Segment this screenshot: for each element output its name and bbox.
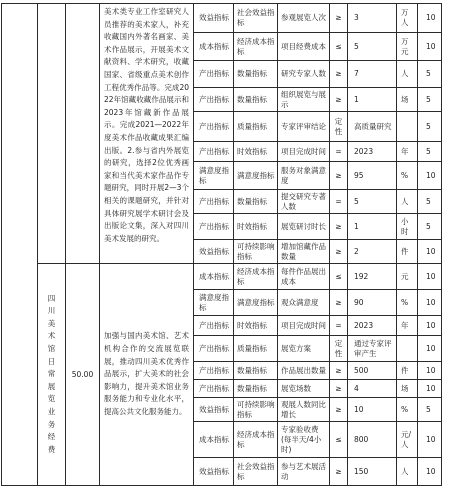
level1-indicator: 成本指标 — [194, 264, 234, 290]
indicator-nature: 定性 — [330, 112, 348, 142]
level1-indicator: 满意度指标 — [194, 162, 234, 190]
indicator-nature: ≥ — [330, 240, 348, 264]
indicator-value: 5 — [348, 33, 397, 61]
indicator-value: 3 — [348, 4, 397, 33]
indicator-weight: 5 — [418, 112, 442, 142]
level2-indicator: 社会效益指标 — [234, 4, 278, 33]
performance-indicator-table — [1, 3, 442, 486]
level2-indicator: 经济成本指标 — [234, 33, 278, 61]
level3-indicator: 研究专家人数 — [278, 61, 330, 88]
indicator-weight: 5 — [418, 190, 442, 214]
indicator-weight: 5 — [418, 214, 442, 240]
level3-indicator: 观展人数同比增长 — [278, 398, 330, 422]
level1-indicator: 产出指标 — [194, 142, 234, 162]
description-text: 美术类专业工作室研究人员推荐的美术家人，补充收藏国内外著名画家、美术作品展示，开展美术文献资料、学术研究，收藏国家、省级重点美术创作工程优秀作品等。完成2022年馆藏收藏作品展示和2023年馆藏新作品展示。完成2021—2022年度美术作品收藏成果汇编出版。2.参与省内外展览的研究，选择2位优秀画家和当代美术家作品作专题研究，同时开展2—3个相关的课题研究，并针对具体研究展学术研讨会及出版论文集，深入对四川美术发展的研究。 — [104, 7, 189, 243]
level2-indicator: 时效指标 — [234, 214, 278, 240]
measurement-unit: % — [397, 290, 418, 316]
level2-indicator: 时效指标 — [234, 142, 278, 162]
description-cell — [100, 4, 194, 264]
indicator-weight: 5 — [418, 61, 442, 88]
project-name-cell — [38, 264, 66, 486]
description-cell — [100, 264, 194, 486]
measurement-unit: 场 — [397, 380, 418, 398]
indicator-nature: ≥ — [330, 214, 348, 240]
indicator-nature: ≤ — [330, 264, 348, 290]
indicator-nature: ≥ — [330, 290, 348, 316]
level2-indicator: 质量指标 — [234, 336, 278, 362]
indicator-nature: = — [330, 316, 348, 336]
indicator-weight: 10 — [418, 380, 442, 398]
indicator-nature: ≥ — [330, 398, 348, 422]
level3-indicator: 增加馆藏作品数量 — [278, 240, 330, 264]
level1-indicator: 成本指标 — [194, 33, 234, 61]
measurement-unit: 件 — [397, 240, 418, 264]
blank-column-cell — [2, 4, 38, 486]
indicator-weight: 10 — [418, 422, 442, 458]
indicator-value: 5 — [348, 190, 397, 214]
indicator-value: 2023 — [348, 142, 397, 162]
indicator-nature: ≤ — [330, 422, 348, 458]
description-text: 加强与国内美术馆、艺术机构合作的交流展览联展，推动四川美术优秀作品展示，扩大美术的社会影响力，提升美术馆业务服务能力和专业化水平，提高公共文化服务能力。 — [104, 331, 189, 416]
level1-indicator: 效益指标 — [194, 4, 234, 33]
measurement-unit: 人 — [397, 61, 418, 88]
table-row — [2, 264, 442, 290]
level2-indicator: 可持续影响指标 — [234, 240, 278, 264]
measurement-unit: 元/人 — [397, 422, 418, 458]
indicator-nature: ≥ — [330, 61, 348, 88]
indicator-value: 7 — [348, 61, 397, 88]
level3-indicator: 专家验收费(每半天/4小时) — [278, 422, 330, 458]
indicator-weight: 5 — [418, 398, 442, 422]
indicator-nature: = — [330, 190, 348, 214]
indicator-weight: 10 — [418, 362, 442, 380]
project-name: 四川美术馆日常展览业务经费 — [47, 293, 56, 454]
level3-indicator: 参观展览人次 — [278, 4, 330, 33]
measurement-unit: 年 — [397, 316, 418, 336]
level2-indicator: 数量指标 — [234, 362, 278, 380]
indicator-value: 90 — [348, 290, 397, 316]
level2-indicator: 质量指标 — [234, 112, 278, 142]
measurement-unit: 万元 — [397, 33, 418, 61]
level1-indicator: 产出指标 — [194, 88, 234, 112]
level3-indicator: 项目完成时间 — [278, 142, 330, 162]
level1-indicator: 产出指标 — [194, 362, 234, 380]
indicator-weight: 10 — [418, 162, 442, 190]
indicator-weight: 10 — [418, 33, 442, 61]
indicator-weight: 10 — [418, 316, 442, 336]
indicator-value: 2 — [348, 240, 397, 264]
level2-indicator: 经济成本指标 — [234, 422, 278, 458]
measurement-unit — [397, 112, 418, 142]
level3-indicator: 服务对象满意度 — [278, 162, 330, 190]
indicator-nature: ≥ — [330, 4, 348, 33]
indicator-nature: ≤ — [330, 33, 348, 61]
table-row — [2, 4, 442, 33]
measurement-unit: 万人 — [397, 4, 418, 33]
level3-indicator: 展览研讨时长 — [278, 214, 330, 240]
level3-indicator: 展览方案 — [278, 336, 330, 362]
indicator-value: 500 — [348, 362, 397, 380]
indicator-weight: 10 — [418, 240, 442, 264]
indicator-value: 4 — [348, 380, 397, 398]
level3-indicator: 组织展览与展示 — [278, 88, 330, 112]
indicator-value: 1 — [348, 214, 397, 240]
level2-indicator: 数量指标 — [234, 88, 278, 112]
level2-indicator: 满意度指标 — [234, 162, 278, 190]
level1-indicator: 成本指标 — [194, 422, 234, 458]
measurement-unit: 件 — [397, 362, 418, 380]
level1-indicator: 产出指标 — [194, 214, 234, 240]
level3-indicator: 每件作品展出成本 — [278, 264, 330, 290]
table-body — [2, 4, 442, 486]
indicator-value: 192 — [348, 264, 397, 290]
indicator-value: 10 — [348, 398, 397, 422]
level2-indicator: 社会效益指标 — [234, 458, 278, 486]
level1-indicator: 效益指标 — [194, 458, 234, 486]
level3-indicator: 展览场数 — [278, 380, 330, 398]
level1-indicator: 产出指标 — [194, 336, 234, 362]
indicator-weight: 10 — [418, 458, 442, 486]
indicator-weight: 5 — [418, 88, 442, 112]
measurement-unit: 场 — [397, 88, 418, 112]
indicator-value: 1 — [348, 88, 397, 112]
level3-indicator: 项目完成时间 — [278, 316, 330, 336]
indicator-value: 通过专家评审产生 — [348, 336, 397, 362]
level1-indicator: 产出指标 — [194, 380, 234, 398]
level2-indicator: 时效指标 — [234, 316, 278, 336]
level2-indicator: 数量指标 — [234, 380, 278, 398]
indicator-value: 2023 — [348, 316, 397, 336]
level2-indicator: 数量指标 — [234, 61, 278, 88]
level3-indicator: 参与艺术展活动 — [278, 458, 330, 486]
measurement-unit: 小时 — [397, 214, 418, 240]
measurement-unit: 人 — [397, 458, 418, 486]
indicator-weight: 5 — [418, 142, 442, 162]
measurement-unit — [397, 336, 418, 362]
indicator-nature: ≥ — [330, 362, 348, 380]
level2-indicator: 可持续影响指标 — [234, 398, 278, 422]
level3-indicator: 项目经费成本 — [278, 33, 330, 61]
indicator-value: 高质量研究 — [348, 112, 397, 142]
level1-indicator: 效益指标 — [194, 240, 234, 264]
level2-indicator: 数量指标 — [234, 190, 278, 214]
level1-indicator: 产出指标 — [194, 316, 234, 336]
level2-indicator: 满意度指标 — [234, 290, 278, 316]
level1-indicator: 效益指标 — [194, 398, 234, 422]
indicator-nature: ≥ — [330, 88, 348, 112]
level1-indicator: 产出指标 — [194, 61, 234, 88]
level1-indicator: 产出指标 — [194, 190, 234, 214]
level1-indicator: 满意度指标 — [194, 290, 234, 316]
indicator-weight: 10 — [418, 290, 442, 316]
indicator-nature: 定性 — [330, 336, 348, 362]
indicator-value: 150 — [348, 458, 397, 486]
indicator-nature: ≥ — [330, 380, 348, 398]
indicator-nature: ≥ — [330, 458, 348, 486]
measurement-unit: 年 — [397, 142, 418, 162]
indicator-nature: ≥ — [330, 162, 348, 190]
measurement-unit: % — [397, 162, 418, 190]
level2-indicator: 经济成本指标 — [234, 264, 278, 290]
indicator-weight: 10 — [418, 336, 442, 362]
level3-indicator: 作品展出数量 — [278, 362, 330, 380]
measurement-unit: 人 — [397, 190, 418, 214]
amount-cell — [66, 4, 100, 264]
indicator-value: 95 — [348, 162, 397, 190]
amount-cell: 50.00 — [66, 264, 100, 486]
level3-indicator: 提交研究专著人数 — [278, 190, 330, 214]
project-name-cell — [38, 4, 66, 264]
indicator-weight: 10 — [418, 264, 442, 290]
indicator-value: 800 — [348, 422, 397, 458]
indicator-nature: = — [330, 142, 348, 162]
indicator-weight: 10 — [418, 4, 442, 33]
level3-indicator: 专家评审结论 — [278, 112, 330, 142]
measurement-unit: 元 — [397, 264, 418, 290]
level1-indicator: 产出指标 — [194, 112, 234, 142]
level3-indicator: 观众满意度 — [278, 290, 330, 316]
measurement-unit: % — [397, 398, 418, 422]
